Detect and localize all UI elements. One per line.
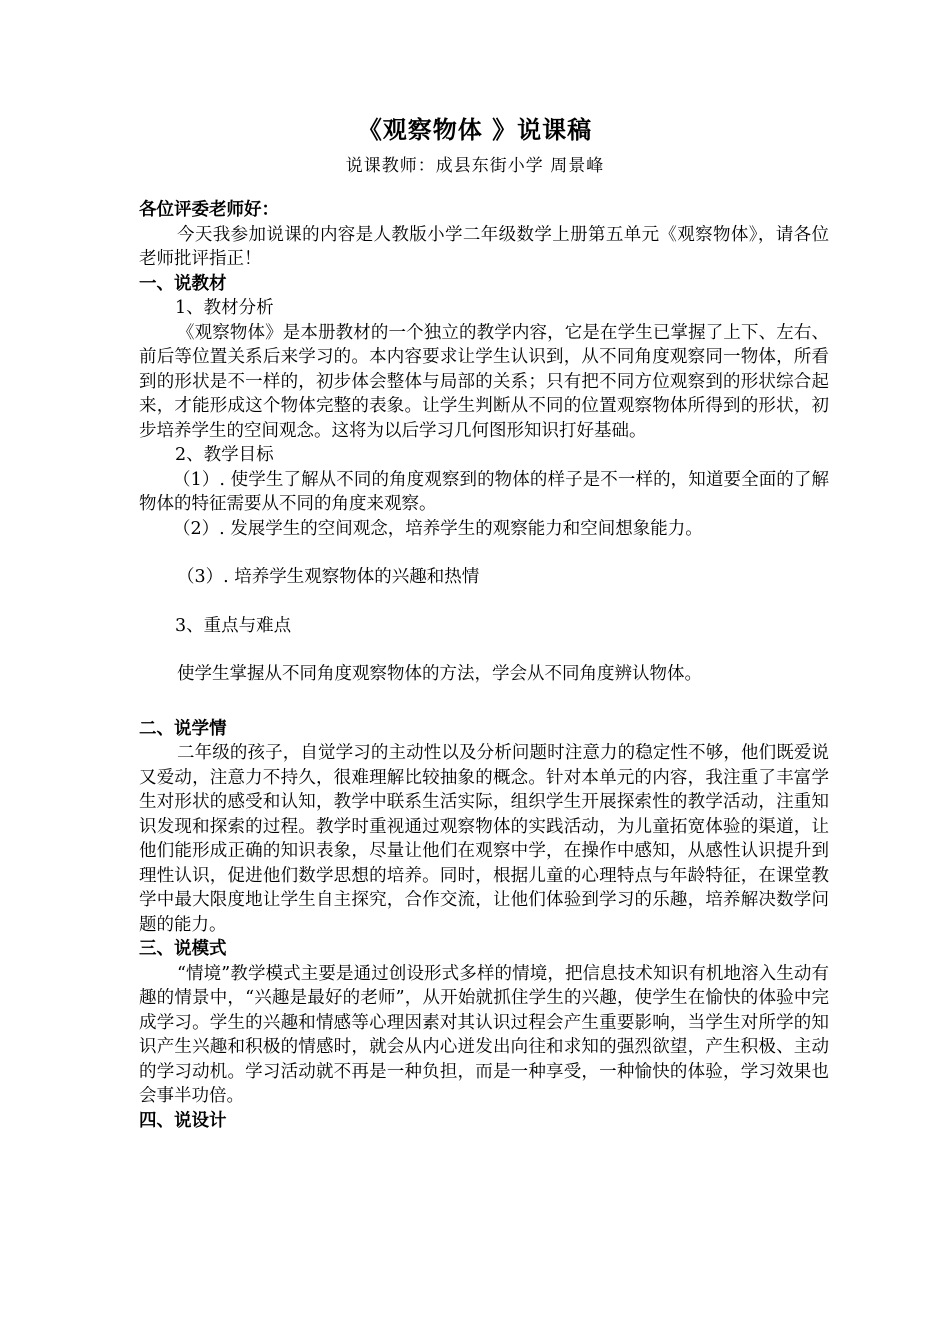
document-body bbox=[139, 198, 829, 1133]
spacer bbox=[139, 638, 829, 662]
spacer bbox=[139, 541, 829, 565]
section-2-heading: 二、说学情 bbox=[139, 718, 227, 739]
document-subtitle: 说课教师：成县东街小学 周景峰 bbox=[345, 156, 605, 176]
subsection-goals-heading: 2、教学目标 bbox=[175, 445, 274, 465]
spacer bbox=[139, 590, 829, 614]
goal-2: （2）. 发展学生的空间观念，培养学生的观察能力和空间想象能力。 bbox=[173, 518, 703, 539]
goal-1: （1）. 使学生了解从不同的角度观察到的物体的样子是不一样的，知道要全面的了解物体的特征需要从不同的角度来观察。 bbox=[139, 469, 829, 514]
greeting: 各位评委老师好： bbox=[139, 200, 279, 220]
analysis-paragraph: 《观察物体》是本册教材的一个独立的教学内容，它是在学生已掌握了上下、左右、前后等位置关系后来学习的。本内容要求让学生认识到，从不同角度观察同一物体，所看到的形状是不一样的，初步体会整体与局部的关系；只有把不同方位观察到的形状综合起来，才能形成这个物体完整的表象。让学生判断从不同的位置观察物体所得到的形状，初步培养学生的空间观念。这将为以后学习几何图形知识打好基础。 bbox=[139, 322, 829, 441]
subsection-key-points-heading: 3、重点与难点 bbox=[175, 615, 292, 636]
key-points-paragraph: 使学生掌握从不同角度观察物体的方法，学会从不同角度辨认物体。 bbox=[177, 664, 702, 684]
intro-paragraph: 今天我参加说课的内容是人教版小学二年级数学上册第五单元《观察物体》，请各位老师批评指正！ bbox=[139, 224, 829, 269]
teaching-mode-paragraph: “情境”教学模式主要是通过创设形式多样的情境，把信息技术知识有机地溶入生动有趣的情景中，“兴趣是最好的老师”，从开始就抓住学生的兴趣，使学生在愉快的体验中完成学习。学生的兴趣和情感等心理因素对其认识过程会产生重要影响，当学生对所学的知识产生兴趣和积极的情感时，就会从内心迸发出向往和求知的强烈欲望，产生积极、主动的学习动机。学习活动就不再是一种负担，而是一种享受，一种愉快的体验，学习效果也会事半功倍。 bbox=[139, 963, 829, 1106]
section-3-heading: 三、说模式 bbox=[139, 939, 227, 959]
subsection-analysis-heading: 1、教材分析 bbox=[175, 298, 274, 318]
learner-analysis-paragraph: 二年级的孩子，自觉学习的主动性以及分析问题时注意力的稳定性不够，他们既爱说又爱动，注意力不持久，很难理解比较抽象的概念。针对本单元的内容，我注重了丰富学生对形状的感受和认知，教学中联系生活实际，组织学生开展探索性的教学活动，注重知识发现和探索的过程。教学时重视通过观察物体的实践活动，为儿童拓宽体验的渠道，让他们能形成正确的知识表象，尽量让他们在观察中学，在操作中感知，从感性认识提升到理性认识，促进他们数学思想的培养。同时，根据儿童的心理特点与年龄特征，在课堂教学中最大限度地让学生自主探究，合作交流，让他们体验到学习的乐趣，培养解决数学问题的能力。 bbox=[139, 743, 829, 935]
goal-3: （3）. 培养学生观察物体的兴趣和热情 bbox=[177, 567, 480, 587]
section-1-heading: 一、说教材 bbox=[139, 273, 227, 294]
document-title: 《观察物体 》说课稿 bbox=[357, 115, 593, 144]
section-4-heading: 四、说设计 bbox=[139, 1110, 227, 1131]
spacer bbox=[139, 687, 829, 717]
